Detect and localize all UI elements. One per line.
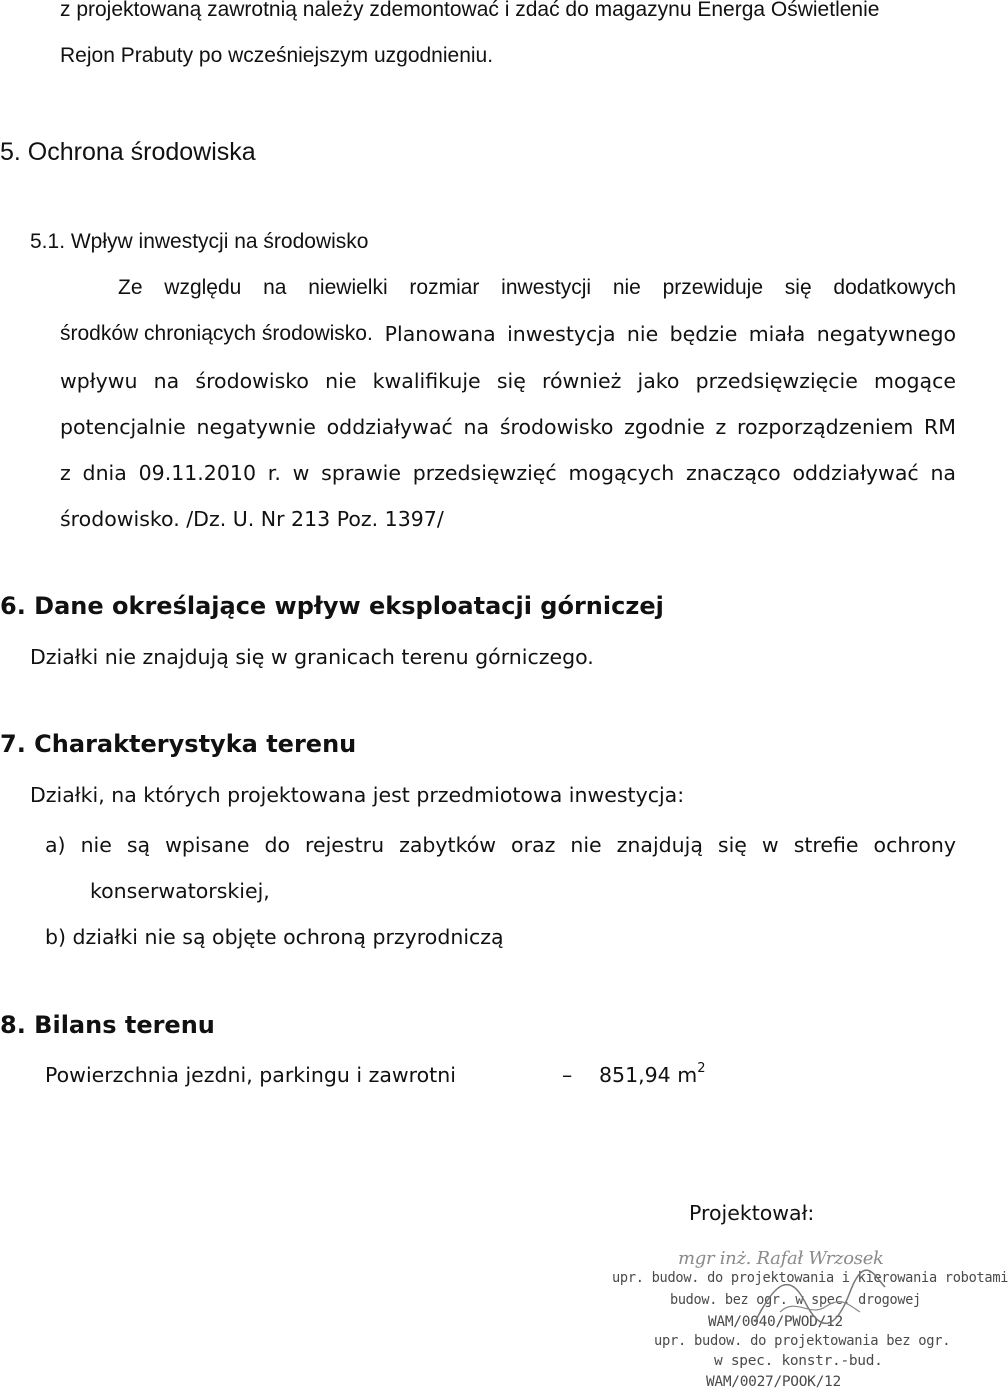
- stamp-line-qualification-2: budow. bez ogr. w spec. drogowej: [670, 1292, 921, 1308]
- engineer-stamp: [610, 1248, 1008, 1394]
- balance-value-superscript: 2: [697, 1061, 706, 1077]
- intro-line-2: Rejon Prabuty po wcześniejszym uzgodnieniu.: [60, 44, 494, 67]
- balance-row-label: Powierzchnia jezdni, parkingu i zawrotni: [45, 1063, 456, 1087]
- handwritten-signature-icon: [750, 1262, 890, 1342]
- section-5-paragraph-line-3: wpływu na środowisko nie kwalifikuje się również jako przedsięwzięcie mogące: [60, 369, 956, 393]
- stamp-line-license-2: WAM/0027/POOK/12: [706, 1374, 841, 1390]
- section-5-heading: 5. Ochrona środowiska: [0, 138, 256, 166]
- balance-row-dash: –: [562, 1063, 573, 1087]
- stamp-line-license-1: WAM/0040/PWOD/12: [708, 1314, 843, 1330]
- stamp-line-qualification-3: upr. budow. do projektowania bez ogr.: [654, 1333, 951, 1349]
- section-5-1-heading-text: 5.1. Wpływ inwestycji na środowisko: [30, 230, 369, 253]
- section-5-paragraph-line-2-part-a: środków chroniących środowisko.: [60, 322, 379, 345]
- section-5-paragraph-line-1: Ze względu na niewielki rozmiar inwestycji nie przewiduje się dodatkowych: [118, 276, 956, 299]
- section-7-item-a-line-1: a) nie są wpisane do rejestru zabytków oraz nie znajdują się w strefie ochrony: [45, 833, 956, 857]
- stamp-line-qualification-4: w spec. konstr.-bud.: [714, 1353, 883, 1369]
- section-8-heading: 8. Bilans terenu: [0, 1011, 215, 1039]
- section-6-text: Działki nie znajdują się w granicach terenu górniczego.: [30, 645, 594, 669]
- section-7-heading: 7. Charakterystyka terenu: [0, 730, 357, 758]
- section-5-paragraph-line-4: potencjalnie negatywnie oddziaływać na środowisko zgodnie z rozporządzeniem RM: [60, 415, 956, 439]
- section-5-paragraph-line-5: z dnia 09.11.2010 r. w sprawie przedsięwzięć mogących znacząco oddziaływać na: [60, 461, 956, 485]
- section-7-intro: Działki, na których projektowana jest przedmiotowa inwestycja:: [30, 783, 685, 807]
- stamp-line-name: mgr inż. Rafał Wrzosek: [678, 1248, 884, 1269]
- designed-by-label: Projektował:: [689, 1201, 815, 1225]
- section-7-item-b: b) działki nie są objęte ochroną przyrodniczą: [45, 925, 504, 949]
- intro-line-1: z projektowaną zawrotnią należy zdemontować i zdać do magazynu Energa Oświetlenie: [60, 0, 880, 21]
- stamp-line-qualification-1: upr. budow. do projektowania i kierowania robotami: [612, 1270, 1008, 1286]
- section-5-1-heading: [30, 230, 368, 254]
- balance-row-value: [599, 1063, 706, 1087]
- section-5-paragraph-line-2-part-b: Planowana inwestycja nie będzie miała negatywnego: [384, 322, 956, 346]
- section-5-paragraph-line-2: [60, 322, 956, 346]
- section-7-item-a-line-2: konserwatorskiej,: [90, 879, 270, 903]
- balance-value-text: 851,94 m: [599, 1063, 698, 1087]
- section-6-heading: 6. Dane określające wpływ eksploatacji górniczej: [0, 592, 664, 620]
- section-5-paragraph-line-6: środowisko. /Dz. U. Nr 213 Poz. 1397/: [60, 507, 444, 531]
